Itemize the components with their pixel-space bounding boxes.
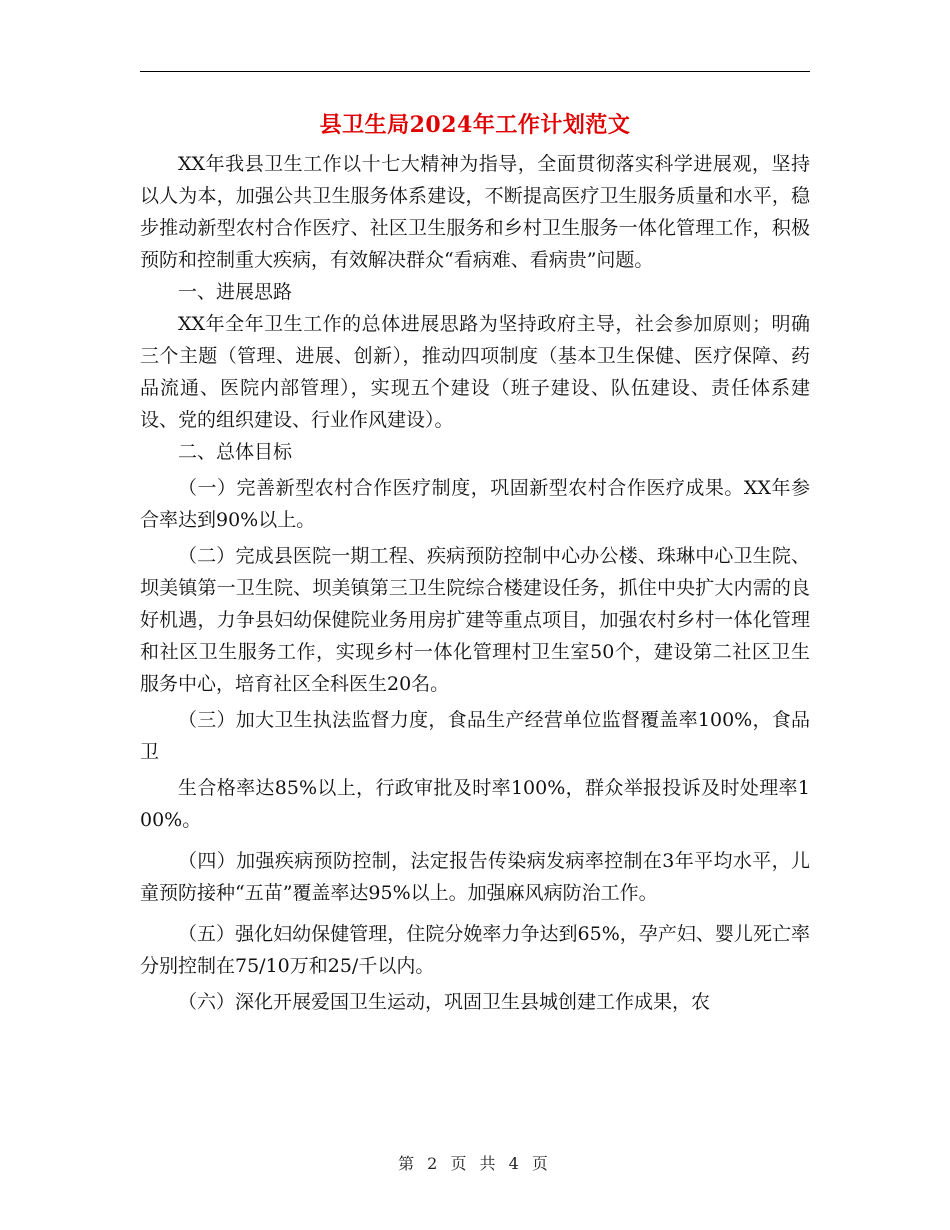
goal-item-4: （四）加强疾病预防控制，法定报告传染病发病率控制在3年平均水平，儿童预防接种“五苗”覆盖率达95%以上。加强麻风病防治工作。: [140, 850, 810, 904]
header-rule: [140, 71, 810, 72]
goal-item-3-continued: 生合格率达85%以上，行政审批及时率100%，群众举报投诉及时处理率100%。: [140, 777, 810, 831]
section-heading-overall-goals: 二、总体目标: [178, 441, 293, 463]
page-number: 第 2 页 共 4 页: [398, 1154, 552, 1173]
goal-item-2: （二）完成县医院一期工程、疾病预防控制中心办公楼、珠琳中心卫生院、坝美镇第一卫生院、坝美镇第三卫生院综合楼建设任务，抓住中央扩大内需的良好机遇，力争县妇幼保健院业务用房扩建等重点项目，加强农村乡村一体化管理和社区卫生服务工作，实现乡村一体化管理村卫生室50个，建设第二社区卫生服务中心，培育社区全科医生20名。: [140, 545, 810, 695]
section-heading-development-approach: 一、进展思路: [178, 281, 293, 303]
document-body: [140, 148, 810, 1018]
goal-item-6: （六）深化开展爱国卫生运动，巩固卫生县城创建工作成果，农: [178, 991, 711, 1013]
intro-paragraph: XX年我县卫生工作以十七大精神为指导，全面贯彻落实科学进展观，坚持以人为本，加强公共卫生服务体系建设，不断提高医疗卫生服务质量和水平，稳步推动新型农村合作医疗、社区卫生服务和乡村卫生服务一体化管理工作，积极预防和控制重大疾病，有效解决群众“看病难、看病贵”问题。: [140, 153, 810, 271]
document-title: 县卫生局2024年工作计划范文: [319, 112, 631, 138]
goal-item-1: （一）完善新型农村合作医疗制度，巩固新型农村合作医疗成果。XX年参合率达到90%以上。: [140, 477, 810, 531]
goal-item-5: （五）强化妇幼保健管理，住院分娩率力争达到65%，孕产妇、婴儿死亡率分别控制在75/10万和25/千以内。: [140, 923, 810, 977]
development-approach-paragraph: XX年全年卫生工作的总体进展思路为坚持政府主导，社会参加原则；明确三个主题（管理、进展、创新），推动四项制度（基本卫生保健、医疗保障、药品流通、医院内部管理），实现五个建设（班子建设、队伍建设、责任体系建设、党的组织建设、行业作风建设）。: [140, 313, 810, 431]
goal-item-3: （三）加大卫生执法监督力度，食品生产经营单位监督覆盖率100%，食品卫: [140, 709, 810, 763]
